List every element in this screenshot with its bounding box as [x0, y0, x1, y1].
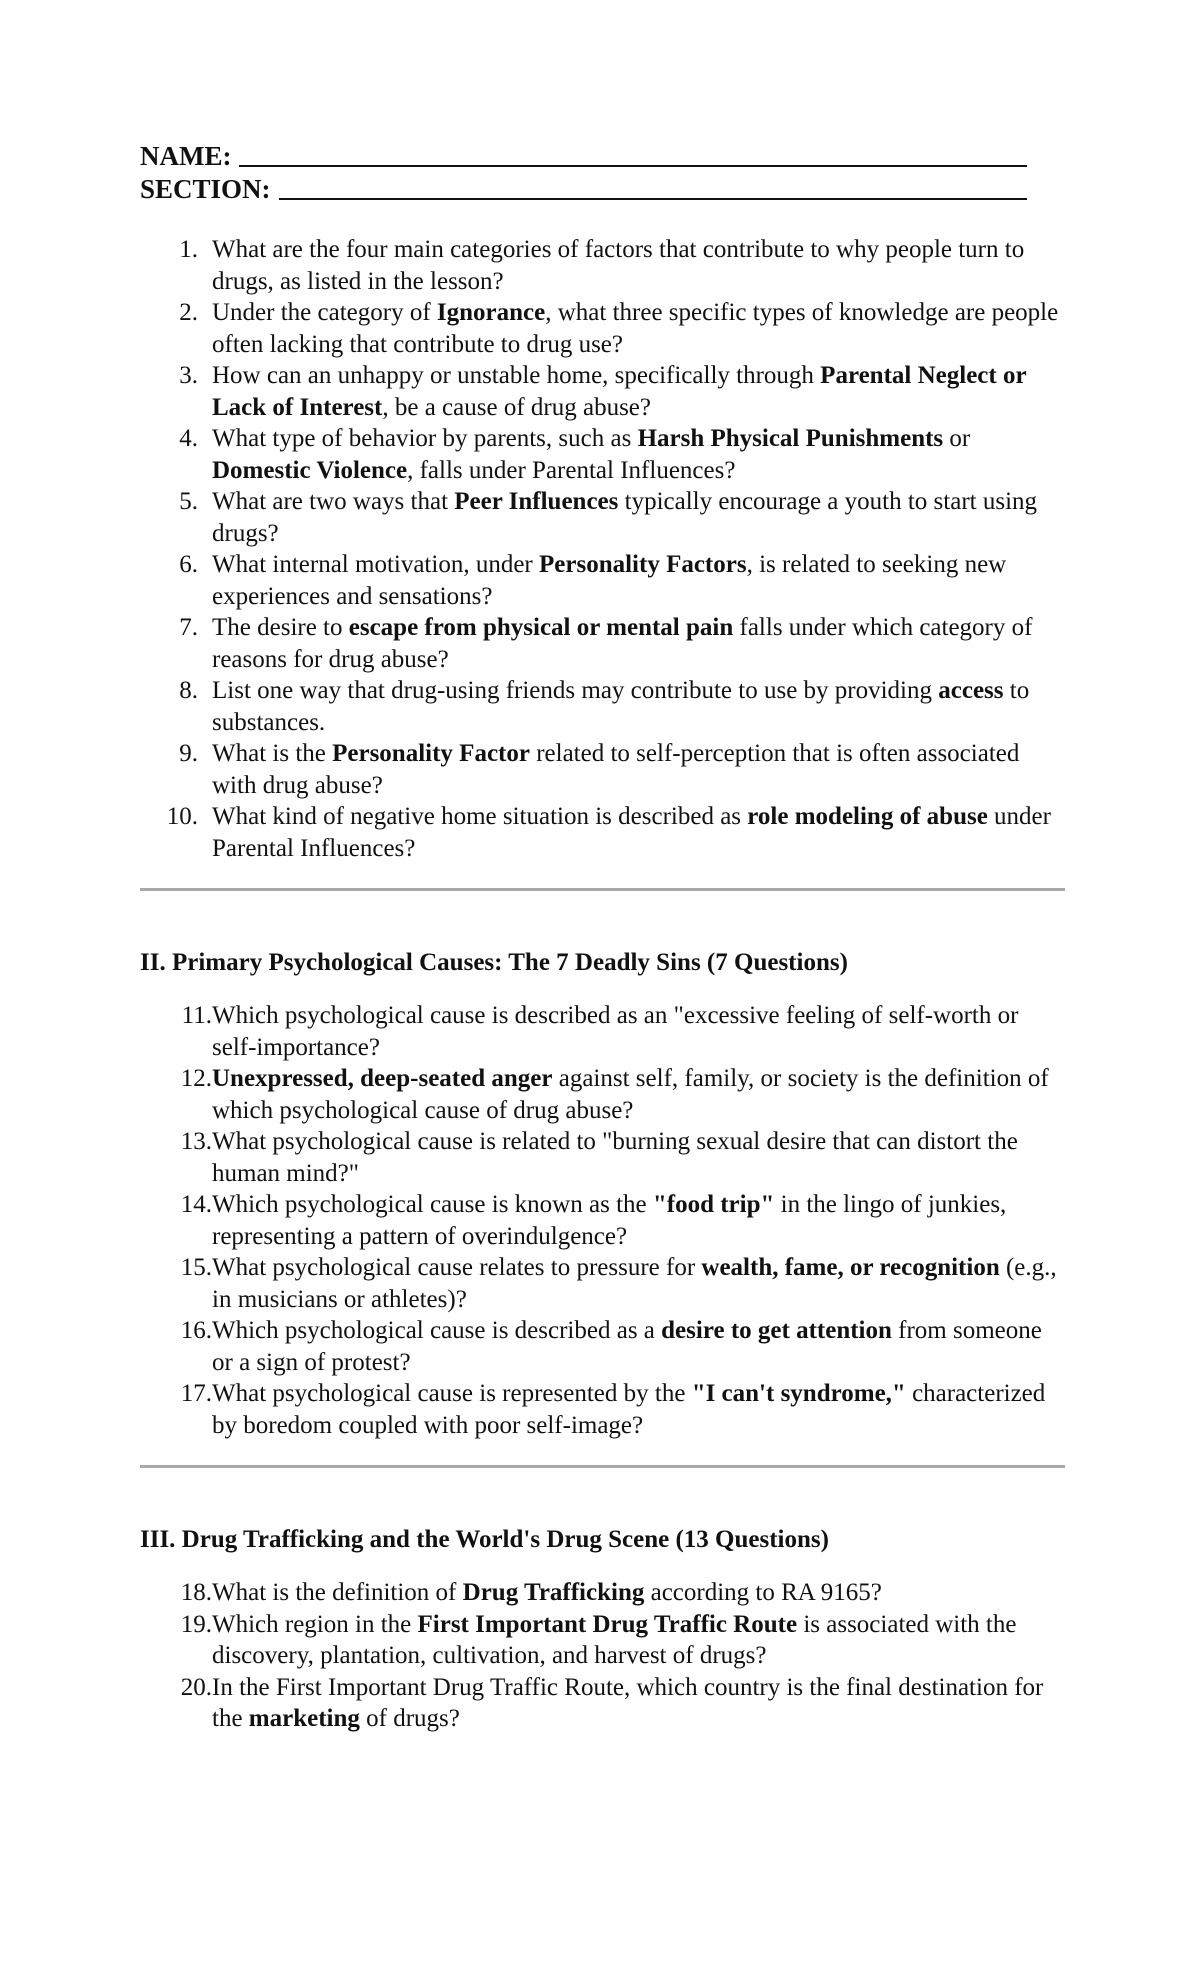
question-item [140, 1063, 1060, 1126]
question-text: of drugs? [359, 1705, 460, 1732]
question-keyword: marketing [248, 1705, 360, 1732]
question-text: Which region in the [212, 1610, 418, 1638]
question-number: 16. [180, 1317, 212, 1344]
question-keyword: Unexpressed, deep-seated anger [212, 1065, 553, 1092]
question-text: Which psychological cause is known as the [212, 1191, 653, 1218]
section-3-heading: III. Drug Trafficking and the World's Drug Scene (13 Questions) [140, 1526, 829, 1553]
question-text: characterized by boredom coupled with poor self-image? [212, 1380, 1046, 1439]
question-item [140, 1609, 1060, 1672]
question-text: What are the four main categories of factors that contribute to why people turn to drugs, as listed in the lesson? [212, 236, 1025, 295]
question-keyword: Ignorance [436, 299, 546, 326]
question-number: 13. [180, 1128, 212, 1155]
question-number: 7. [179, 614, 198, 641]
question-item [140, 1189, 1060, 1252]
question-text: from someone or a sign of protest? [212, 1317, 1042, 1376]
question-text: in the lingo of junkies, representing a pattern of overindulgence? [212, 1191, 1007, 1250]
question-keyword: Personality Factor [332, 740, 530, 767]
question-text: What is the [212, 740, 333, 767]
question-text: falls under which category of reasons for drug abuse? [212, 614, 1033, 673]
question-number: 4. [179, 425, 198, 452]
section-blank-line[interactable] [279, 198, 1027, 200]
question-item [140, 486, 1060, 549]
question-list-section-3 [140, 1577, 1060, 1735]
question-number: 20. [180, 1673, 212, 1701]
question-text: , be a cause of drug abuse? [382, 393, 651, 421]
question-text: is associated with the discovery, plantation, cultivation, and harvest of drugs? [212, 1610, 1017, 1669]
question-item [140, 1126, 1060, 1189]
question-number: 10. [166, 803, 198, 830]
question-keyword: Drug Trafficking [462, 1579, 645, 1606]
student-info-fields [140, 140, 1060, 206]
question-text: related to self-perception that is often associated with drug abuse? [212, 740, 1020, 799]
question-item [140, 1315, 1060, 1378]
question-text: List one way that drug-using friends may contribute to use by providing [212, 677, 939, 704]
question-keyword: desire to get attention [661, 1317, 892, 1344]
question-item [140, 1672, 1060, 1735]
question-number: 12. [180, 1065, 212, 1092]
question-number: 5. [179, 488, 198, 515]
question-keyword: Harsh Physical Punishments [637, 425, 944, 452]
name-field[interactable] [140, 140, 1060, 173]
question-text: What psychological cause is related to "burning sexual desire that can distort the human mind?" [212, 1128, 1018, 1187]
question-keyword: access [938, 677, 1004, 704]
question-keyword: wealth, fame, or recognition [701, 1254, 1000, 1281]
section-label: SECTION: [140, 174, 271, 204]
question-item [140, 675, 1060, 738]
question-keyword: Domestic Violence [212, 456, 408, 484]
question-text: Under the category of [212, 299, 437, 326]
question-number: 14. [180, 1191, 212, 1218]
question-keyword: Parental Neglect or Lack of Interest [212, 362, 1027, 421]
question-keyword: "I can't syndrome," [691, 1380, 906, 1407]
question-keyword: Personality Factors [539, 551, 747, 578]
question-number: 6. [179, 551, 198, 578]
name-blank-line[interactable] [239, 165, 1027, 167]
question-number: 19. [180, 1610, 212, 1638]
question-text: What are two ways that [212, 488, 455, 515]
question-text: Which psychological cause is described as an "excessive feeling of self-worth or self-importance? [212, 1002, 1019, 1061]
question-text: In the First Important Drug Traffic Route, which country is the final destination for the [212, 1673, 1044, 1732]
question-number: 8. [179, 677, 198, 704]
question-text: against self, family, or society is the definition of which psychological cause of drug abuse? [212, 1065, 1049, 1124]
question-keyword: Peer Influences [454, 488, 619, 515]
question-item [140, 234, 1060, 297]
question-text: What is the definition of [212, 1579, 463, 1606]
question-number: 15. [180, 1254, 212, 1281]
question-keyword: escape from physical or mental pain [348, 614, 734, 641]
question-text: What type of behavior by parents, such as [212, 425, 638, 452]
question-number: 9. [179, 740, 198, 767]
question-number: 11. [181, 1002, 212, 1029]
section-divider [140, 888, 1065, 891]
question-text: typically encourage a youth to start using drugs? [212, 488, 1038, 547]
question-item [140, 360, 1060, 423]
question-item [140, 423, 1060, 486]
question-text: What internal motivation, under [212, 551, 539, 578]
question-text: Which psychological cause is described as a [212, 1317, 662, 1344]
section-field[interactable] [140, 173, 1060, 206]
question-text: (e.g., in musicians or athletes)? [212, 1254, 1057, 1313]
question-keyword: "food trip" [652, 1191, 775, 1218]
question-item [140, 297, 1060, 360]
question-item [140, 801, 1060, 864]
question-text: or [943, 425, 971, 452]
question-item [140, 549, 1060, 612]
question-number: 17. [180, 1380, 212, 1407]
question-text: What psychological cause relates to pressure for [212, 1254, 702, 1281]
question-item [140, 1252, 1060, 1315]
question-text: according to RA 9165? [644, 1579, 882, 1606]
question-number: 18. [180, 1579, 212, 1606]
question-keyword: First Important Drug Traffic Route [417, 1610, 798, 1638]
question-list-section-1 [140, 234, 1060, 864]
question-text: , falls under Parental Influences? [407, 456, 736, 484]
question-item [140, 612, 1060, 675]
question-item [140, 738, 1060, 801]
question-list-section-2 [140, 1000, 1060, 1441]
question-text: , what three specific types of knowledge are people often lacking that contribute to drug use? [212, 299, 1059, 358]
section-divider [140, 1465, 1065, 1468]
question-text: under Parental Influences? [212, 803, 1051, 862]
question-number: 2. [179, 299, 198, 326]
question-text: , is related to seeking new experiences and sensations? [212, 551, 1007, 610]
question-keyword: role modeling of abuse [747, 803, 988, 830]
question-text: The desire to [212, 614, 349, 641]
question-text: What psychological cause is represented by the [212, 1380, 692, 1407]
question-number: 3. [179, 362, 198, 389]
question-number: 1. [179, 236, 198, 263]
question-item [140, 1000, 1060, 1063]
question-text: What kind of negative home situation is described as [212, 803, 748, 830]
question-item [140, 1378, 1060, 1441]
name-label: NAME: [140, 141, 232, 171]
question-text: How can an unhappy or unstable home, specifically through [212, 362, 821, 389]
section-2-heading: II. Primary Psychological Causes: The 7 Deadly Sins (7 Questions) [140, 949, 848, 976]
question-item [140, 1577, 1060, 1609]
question-text: to substances. [212, 677, 1030, 736]
